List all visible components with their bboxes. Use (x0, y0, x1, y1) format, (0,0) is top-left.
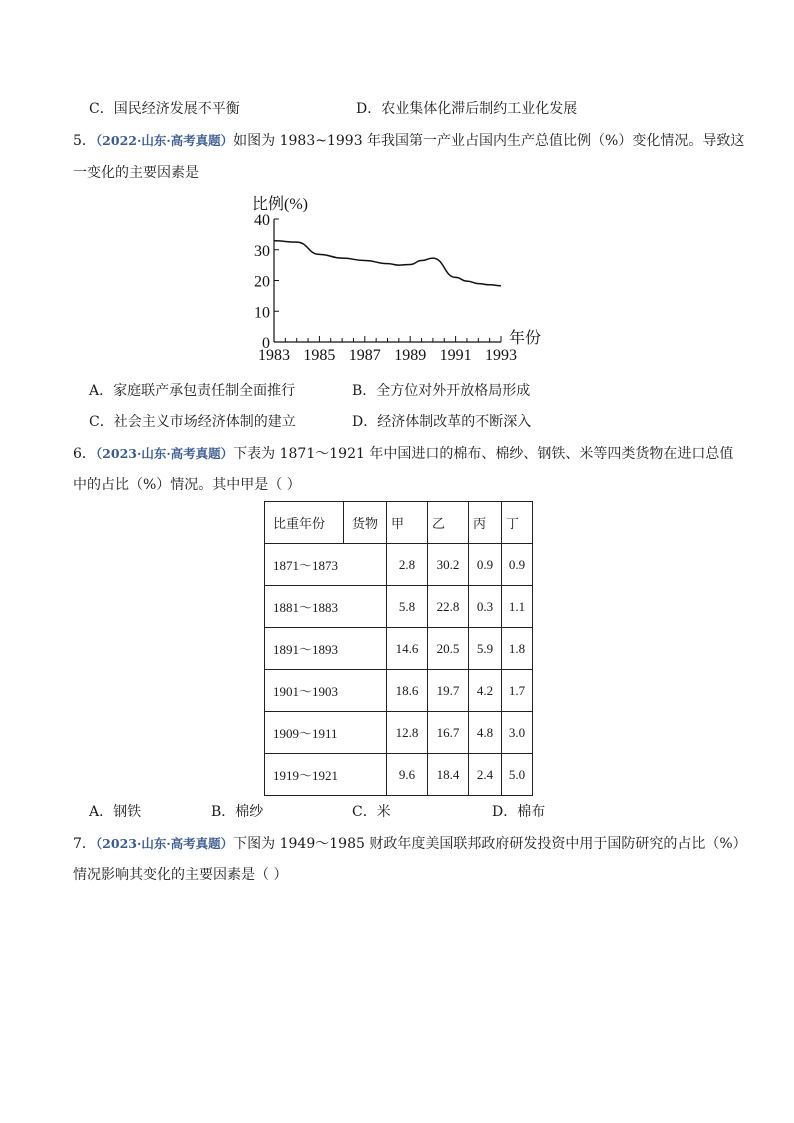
table-row (265, 754, 533, 796)
q6-option-c: C．米 (352, 804, 391, 820)
row-value: 18.6 (387, 670, 428, 712)
row-value: 5.9 (469, 628, 502, 670)
row-value: 22.8 (428, 586, 469, 628)
row-period: 1881～1883 (265, 586, 387, 628)
row-period: 1901～1903 (265, 670, 387, 712)
x-tick-label: 1993 (485, 347, 517, 364)
q5-option-c: C．社会主义市场经济体制的建立 (89, 414, 296, 430)
x-tick-label: 1987 (348, 347, 381, 364)
table-row (265, 544, 533, 586)
table-row (265, 586, 533, 628)
q6-option-d: D．棉布 (492, 804, 546, 820)
row-value: 3.0 (502, 712, 533, 754)
q6-stem-line2: 中的占比（%）情况。其中甲是（ ） (73, 477, 301, 493)
row-period: 1871～1873 (265, 544, 387, 586)
row-period: 1919～1921 (265, 754, 387, 796)
x-tick-label: 1985 (303, 347, 336, 364)
q5-stem-line2: 一变化的主要因素是 (73, 165, 199, 181)
q6-table (264, 501, 533, 796)
header-col-yi: 乙 (428, 502, 469, 544)
row-value: 4.8 (469, 712, 502, 754)
q6-number: 6． (73, 446, 96, 462)
y-axis-label: 比例(%) (252, 196, 308, 213)
x-tick-label: 1989 (394, 347, 427, 364)
q6-option-a: A．钢铁 (89, 804, 142, 820)
row-value: 9.6 (387, 754, 428, 796)
q5-stem-line1: 如图为 1983~1993 年我国第一产业占国内生产总值比例（%）变化情况。导致这 (233, 133, 745, 149)
q4-option-c: C．国民经济发展不平衡 (89, 101, 240, 117)
q5-stem (73, 131, 744, 151)
row-value: 5.8 (387, 586, 428, 628)
q6-option-b: B．棉纱 (211, 804, 264, 820)
x-tick-label: 1983 (258, 347, 290, 364)
q7-stem-line1: 下图为 1949～1985 财政年度美国联邦政府研发投资中用于国防研究的占比（%） (233, 836, 747, 852)
q5-number: 5． (73, 133, 96, 149)
y-tick-label: 20 (254, 273, 270, 291)
q6-stem-line1: 下表为 1871～1921 年中国进口的棉布、棉纱、钢铁、米等四类货物在进口总值 (233, 446, 734, 462)
header-col-jia: 甲 (387, 502, 428, 544)
q5-source: （2022·山东·高考真题） (95, 133, 234, 148)
table-row (265, 628, 533, 670)
row-value: 4.2 (469, 670, 502, 712)
q7-stem (73, 834, 747, 854)
row-value: 1.1 (502, 586, 533, 628)
row-value: 20.5 (428, 628, 469, 670)
row-value: 14.6 (387, 628, 428, 670)
table-row (265, 670, 533, 712)
header-col-bing: 丙 (469, 502, 502, 544)
y-tick-label: 10 (254, 304, 270, 322)
header-period: 比重年份 (265, 502, 344, 544)
q5-option-b: B．全方位对外开放格局形成 (352, 383, 531, 399)
row-value: 30.2 (428, 544, 469, 586)
table-row (265, 712, 533, 754)
q6-stem (73, 444, 733, 464)
q6-source: （2023·山东·高考真题） (95, 446, 234, 461)
row-value: 19.7 (428, 670, 469, 712)
row-value: 16.7 (428, 712, 469, 754)
q7-number: 7． (73, 836, 96, 852)
row-value: 12.8 (387, 712, 428, 754)
x-axis-label: 年份 (509, 330, 542, 347)
q5-option-a: A．家庭联产承包责任制全面推行 (89, 383, 296, 399)
row-value: 18.4 (428, 754, 469, 796)
series-line (274, 241, 501, 286)
row-period: 1909～1911 (265, 712, 387, 754)
y-tick-label: 30 (254, 242, 270, 260)
row-value: 0.9 (502, 544, 533, 586)
q7-stem-line2: 情况影响其变化的主要因素是（ ） (73, 867, 288, 883)
q7-source: （2023·山东·高考真题） (95, 836, 234, 851)
row-value: 0.9 (469, 544, 502, 586)
header-goods: 货物 (344, 502, 387, 544)
y-tick-label: 0 (262, 335, 270, 352)
row-value: 2.4 (469, 754, 502, 796)
row-value: 5.0 (502, 754, 533, 796)
q5-line-chart (245, 186, 555, 371)
row-value: 0.3 (469, 586, 502, 628)
row-value: 2.8 (387, 544, 428, 586)
x-tick-label: 1991 (439, 347, 472, 364)
y-tick-label: 40 (254, 212, 270, 229)
q4-option-d: D．农业集体化滞后制约工业化发展 (356, 101, 578, 117)
q5-option-d: D．经济体制改革的不断深入 (352, 414, 532, 430)
row-value: 1.8 (502, 628, 533, 670)
table-header-row (265, 502, 533, 544)
row-period: 1891～1893 (265, 628, 387, 670)
header-col-ding: 丁 (502, 502, 533, 544)
row-value: 1.7 (502, 670, 533, 712)
